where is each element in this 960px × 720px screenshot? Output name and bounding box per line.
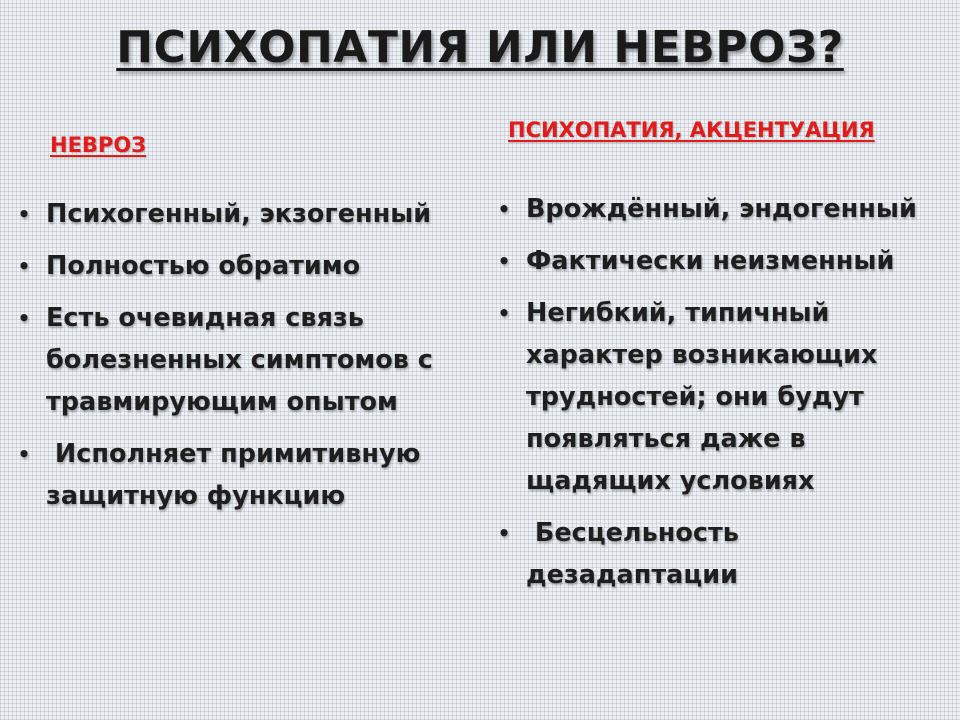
- list-item: [494, 292, 934, 502]
- bullet-icon: •: [497, 521, 511, 545]
- right-column-list: [494, 188, 934, 606]
- list-item-text: Врождённый, эндогенный: [526, 194, 917, 224]
- right-column-heading: ПСИХОПАТИЯ, АКЦЕНТУАЦИЯ: [508, 118, 875, 142]
- left-column-heading: НЕВРОЗ: [50, 133, 147, 157]
- bullet-icon: •: [17, 254, 31, 278]
- bullet-icon: •: [497, 197, 511, 221]
- list-item-text: Полностью обратимо: [46, 251, 361, 281]
- bullet-icon: •: [17, 442, 31, 466]
- list-item: [14, 245, 464, 287]
- list-item: [14, 433, 464, 517]
- list-item: [14, 193, 464, 235]
- list-item-text: Психогенный, экзогенный: [46, 199, 432, 229]
- list-item-text: Фактически неизменный: [526, 246, 895, 276]
- list-item-text: Исполняет примитивную защитную функцию: [46, 439, 430, 511]
- bullet-icon: •: [497, 249, 511, 273]
- list-item: [494, 512, 934, 596]
- list-item: [14, 297, 464, 423]
- slide-title: ПСИХОПАТИЯ ИЛИ НЕВРОЗ?: [116, 22, 844, 73]
- bullet-icon: •: [497, 301, 511, 325]
- list-item-text: Негибкий, типичный характер возникающих трудностей; они будут появляться даже в щадящих условиях: [526, 298, 878, 496]
- list-item-text: Есть очевидная связь болезненных симптомов с травмирующим опытом: [46, 303, 433, 417]
- list-item: [494, 188, 934, 230]
- bullet-icon: •: [17, 202, 31, 226]
- left-column-list: [14, 193, 464, 527]
- list-item-text: Бесцельность дезадаптации: [526, 518, 748, 590]
- list-item: [494, 240, 934, 282]
- bullet-icon: •: [17, 306, 31, 330]
